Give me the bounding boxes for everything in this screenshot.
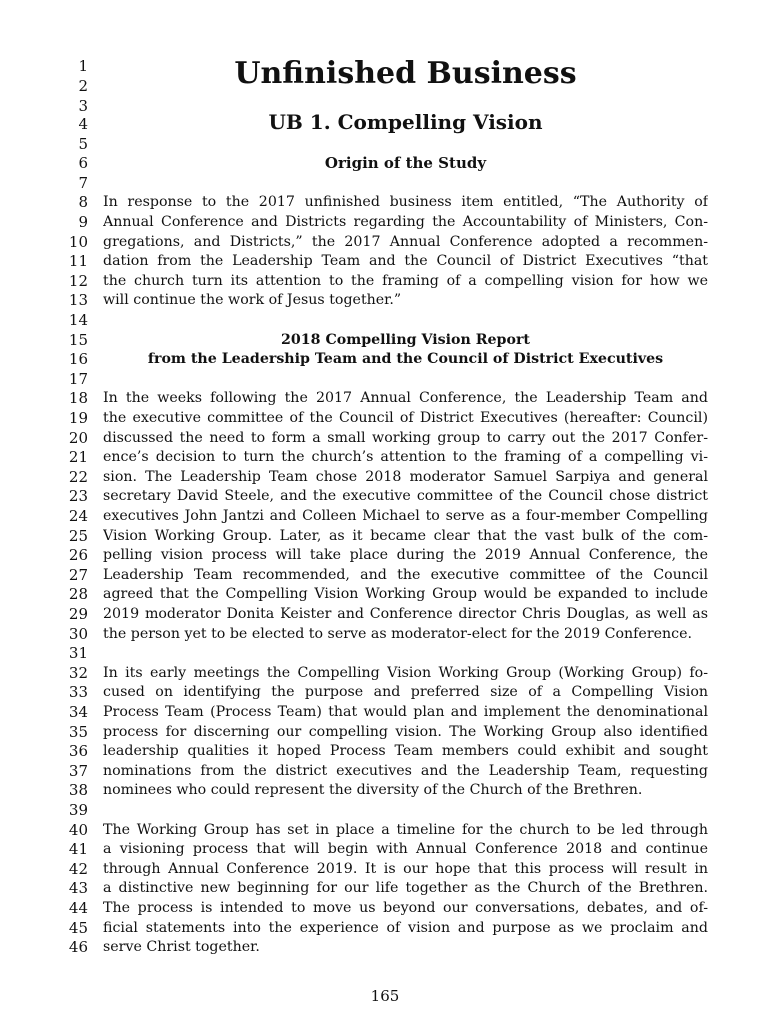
line-number: 16: [68, 350, 88, 368]
line-number: 8: [78, 193, 88, 211]
line-number: 25: [68, 527, 88, 545]
line-number: 1: [78, 57, 88, 75]
text-line: pelling vision process will take place during the 2019 Annual Conference, the: [103, 547, 708, 563]
line-number: 35: [68, 723, 88, 741]
line-number: 10: [68, 233, 88, 251]
line-number: 27: [68, 566, 88, 584]
line-number: 15: [68, 331, 88, 349]
line-number: 9: [78, 213, 88, 231]
line-number: 29: [68, 605, 88, 623]
line-number: 2: [78, 77, 88, 95]
line-number: 28: [68, 585, 88, 603]
text-line: leadership qualities it hoped Process Team members could exhibit and sought: [103, 743, 708, 759]
line-number: 40: [68, 821, 88, 839]
page-subtitle: UB 1. Compelling Vision: [268, 110, 543, 134]
text-line: the church turn its attention to the framing of a compelling vision for how we: [103, 273, 708, 289]
text-line: a visioning process that will begin with Annual Conference 2018 and continue: [103, 841, 708, 857]
section-heading-origin: Origin of the Study: [324, 154, 487, 172]
line-number: 11: [68, 252, 88, 270]
line-number: 41: [68, 840, 88, 858]
line-number: 6: [78, 154, 88, 172]
line-number: 20: [68, 429, 88, 447]
line-number: 31: [68, 644, 88, 662]
line-number: 12: [68, 272, 88, 290]
text-line: ence’s decision to turn the church’s attention to the framing of a compelling vi-: [103, 449, 708, 465]
line-number: 44: [68, 899, 88, 917]
line-number: 21: [68, 448, 88, 466]
line-number: 34: [68, 703, 88, 721]
page-title: Unfinished Business: [234, 56, 577, 91]
text-line: nominees who could represent the diversity of the Church of the Brethren.: [103, 782, 643, 798]
line-number: 3: [78, 97, 88, 115]
text-line: will continue the work of Jesus together.”: [103, 292, 402, 308]
line-number: 17: [68, 370, 88, 388]
text-line: executives John Jantzi and Colleen Michael to serve as a four-member Compelling: [103, 508, 708, 524]
line-number: 39: [68, 801, 88, 819]
text-line: gregations, and Districts,” the 2017 Annual Conference adopted a recommen-: [103, 234, 708, 250]
line-number: 4: [78, 115, 88, 133]
text-line: discussed the need to form a small working group to carry out the 2017 Confer-: [103, 430, 708, 446]
line-number: 26: [68, 546, 88, 564]
text-line: secretary David Steele, and the executive committee of the Council chose district: [103, 488, 708, 504]
text-line: Leadership Team recommended, and the executive committee of the Council: [103, 567, 708, 583]
line-number: 36: [68, 742, 88, 760]
text-line: The process is intended to move us beyond our conversations, debates, and of-: [103, 900, 708, 916]
text-line: In response to the 2017 unfinished business item entitled, “The Authority of: [103, 194, 708, 210]
line-number: 38: [68, 781, 88, 799]
line-number: 7: [78, 174, 88, 192]
text-line: Vision Working Group. Later, as it became clear that the vast bulk of the com-: [103, 528, 708, 544]
text-line: serve Christ together.: [103, 939, 260, 955]
text-line: sion. The Leadership Team chose 2018 moderator Samuel Sarpiya and general: [103, 469, 708, 485]
page-number: 165: [370, 987, 400, 1005]
text-line: the person yet to be elected to serve as moderator-elect for the 2019 Conference.: [103, 626, 692, 642]
line-number: 43: [68, 879, 88, 897]
line-number: 23: [68, 487, 88, 505]
text-line: cused on identifying the purpose and preferred size of a Compelling Vision: [103, 684, 708, 700]
line-number: 14: [68, 311, 88, 329]
text-line: agreed that the Compelling Vision Working Group would be expanded to include: [103, 586, 708, 602]
text-line: the executive committee of the Council of District Executives (hereafter: Council): [103, 410, 708, 426]
text-line: ficial statements into the experience of vision and purpose as we proclaim and: [103, 920, 708, 936]
line-number: 37: [68, 762, 88, 780]
line-number: 5: [78, 135, 88, 153]
line-number: 42: [68, 860, 88, 878]
text-line: nominations from the district executives and the Leadership Team, requesting: [103, 763, 708, 779]
text-line: Annual Conference and Districts regarding the Accountability of Ministers, Con-: [103, 214, 708, 230]
line-number: 45: [68, 919, 88, 937]
text-line: through Annual Conference 2019. It is our hope that this process will result in: [103, 861, 708, 877]
line-number: 22: [68, 468, 88, 486]
section-heading-report-sub: from the Leadership Team and the Council of District Executives: [147, 351, 664, 367]
text-line: Process Team (Process Team) that would plan and implement the denominational: [103, 704, 708, 720]
line-number: 13: [68, 291, 88, 309]
line-number: 30: [68, 625, 88, 643]
text-line: In the weeks following the 2017 Annual Conference, the Leadership Team and: [103, 390, 708, 406]
text-line: process for discerning our compelling vision. The Working Group also identified: [103, 724, 708, 740]
text-line: dation from the Leadership Team and the Council of District Executives “that: [103, 253, 708, 269]
line-number: 32: [68, 664, 88, 682]
line-number: 33: [68, 683, 88, 701]
text-line: The Working Group has set in place a timeline for the church to be led through: [103, 822, 708, 838]
line-number: 46: [68, 938, 88, 956]
text-line: 2019 moderator Donita Keister and Conference director Chris Douglas, as well as: [103, 606, 708, 622]
text-line: In its early meetings the Compelling Vision Working Group (Working Group) fo-: [103, 665, 708, 681]
section-heading-report: 2018 Compelling Vision Report: [281, 332, 530, 348]
line-number: 18: [68, 389, 88, 407]
line-number: 24: [68, 507, 88, 525]
line-number: 19: [68, 409, 88, 427]
text-line: a distinctive new beginning for our life together as the Church of the Brethren.: [103, 880, 708, 896]
